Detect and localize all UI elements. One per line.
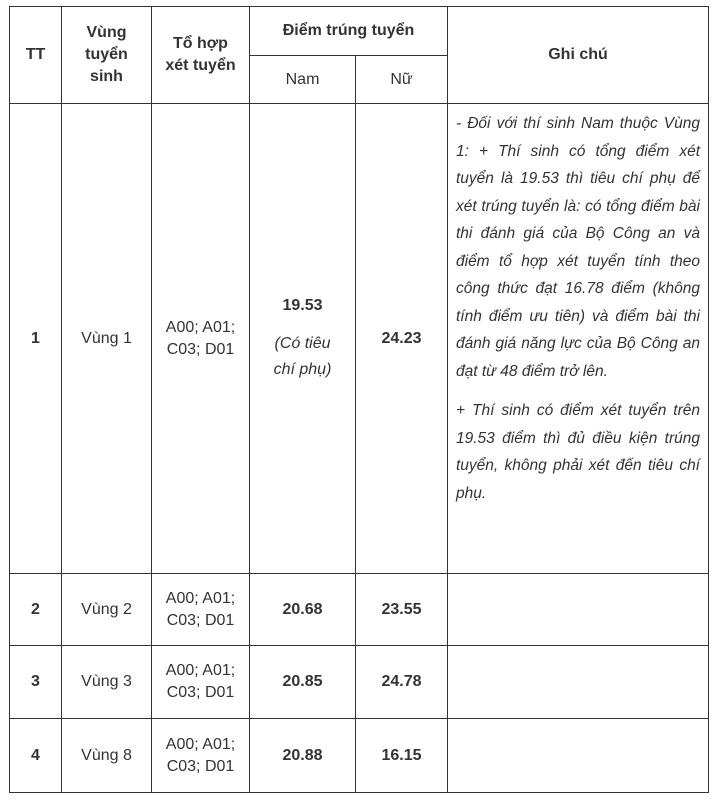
row-combo-line: A00; A01; — [165, 735, 236, 753]
note-paragraph: + Thí sinh có điểm xét tuyển trên 19.53 điểm thì đủ điều kiện trúng tuyển, không phải xét đến tiêu chí phụ. — [456, 402, 700, 502]
header-male: Nam — [250, 56, 356, 104]
header-female: Nữ — [356, 56, 448, 104]
row-combo-line: C03; D01 — [166, 611, 235, 629]
row-tt: 4 — [10, 719, 62, 793]
admission-scores-table — [9, 6, 709, 793]
row-note — [448, 719, 709, 793]
male-remark-line: (Có tiêu — [274, 334, 331, 352]
row-combo-line: A00; A01; — [165, 318, 236, 336]
row-note — [448, 646, 709, 719]
header-region-line: tuyển — [85, 46, 128, 63]
row-male-score — [250, 104, 356, 574]
row-tt: 3 — [10, 646, 62, 719]
row-female-score: 24.23 — [356, 104, 448, 574]
male-score-remark — [250, 331, 355, 383]
header-score-group: Điểm trúng tuyển — [250, 7, 448, 56]
row-male-score: 20.68 — [250, 574, 356, 646]
header-region-line: Vùng — [86, 24, 127, 41]
table-row — [10, 574, 709, 646]
header-note: Ghi chú — [448, 7, 709, 104]
header-region — [62, 7, 152, 104]
row-combo-line: C03; D01 — [166, 340, 235, 358]
row-combo — [152, 719, 250, 793]
row-region: Vùng 1 — [62, 104, 152, 574]
male-remark-line: chí phụ) — [273, 360, 332, 378]
row-female-score: 23.55 — [356, 574, 448, 646]
row-note — [448, 104, 709, 574]
row-female-score: 24.78 — [356, 646, 448, 719]
header-combo — [152, 7, 250, 104]
header-row-top — [10, 7, 709, 56]
row-combo — [152, 574, 250, 646]
row-male-score: 20.85 — [250, 646, 356, 719]
row-combo-line: C03; D01 — [166, 757, 235, 775]
row-combo-line: C03; D01 — [166, 684, 235, 701]
row-combo — [152, 104, 250, 574]
row-region: Vùng 8 — [62, 719, 152, 793]
admission-table-container — [9, 6, 709, 793]
row-combo-line: A00; A01; — [165, 589, 236, 607]
row-female-score: 16.15 — [356, 719, 448, 793]
row-note — [448, 574, 709, 646]
row-tt: 2 — [10, 574, 62, 646]
row-tt: 1 — [10, 104, 62, 574]
row-region: Vùng 2 — [62, 574, 152, 646]
header-combo-line: Tổ hợp — [173, 35, 228, 52]
row-combo-line: A00; A01; — [165, 662, 236, 679]
header-combo-line: xét tuyển — [165, 57, 236, 74]
header-region-line: sinh — [90, 68, 123, 85]
table-row — [10, 104, 709, 574]
header-tt: TT — [10, 7, 62, 104]
row-combo — [152, 646, 250, 719]
row-male-score: 20.88 — [250, 719, 356, 793]
table-row — [10, 719, 709, 793]
male-score-value: 19.53 — [282, 296, 323, 314]
row-region: Vùng 3 — [62, 646, 152, 719]
table-row — [10, 646, 709, 719]
note-paragraph: - Đối với thí sinh Nam thuộc Vùng 1: + Thí sinh có tổng điểm xét tuyển là 19.53 thì tiêu chí phụ để xét trúng tuyển là: có tổng điểm bài thi đánh giá của Bộ Công an và điểm tổ hợp xét tuyển tính theo công thức đạt 16.78 điểm (không tính điểm ưu tiên) và điểm bài thi đánh giá năng lực của Bộ Công an đạt từ 48 điểm trở lên. — [456, 115, 700, 380]
